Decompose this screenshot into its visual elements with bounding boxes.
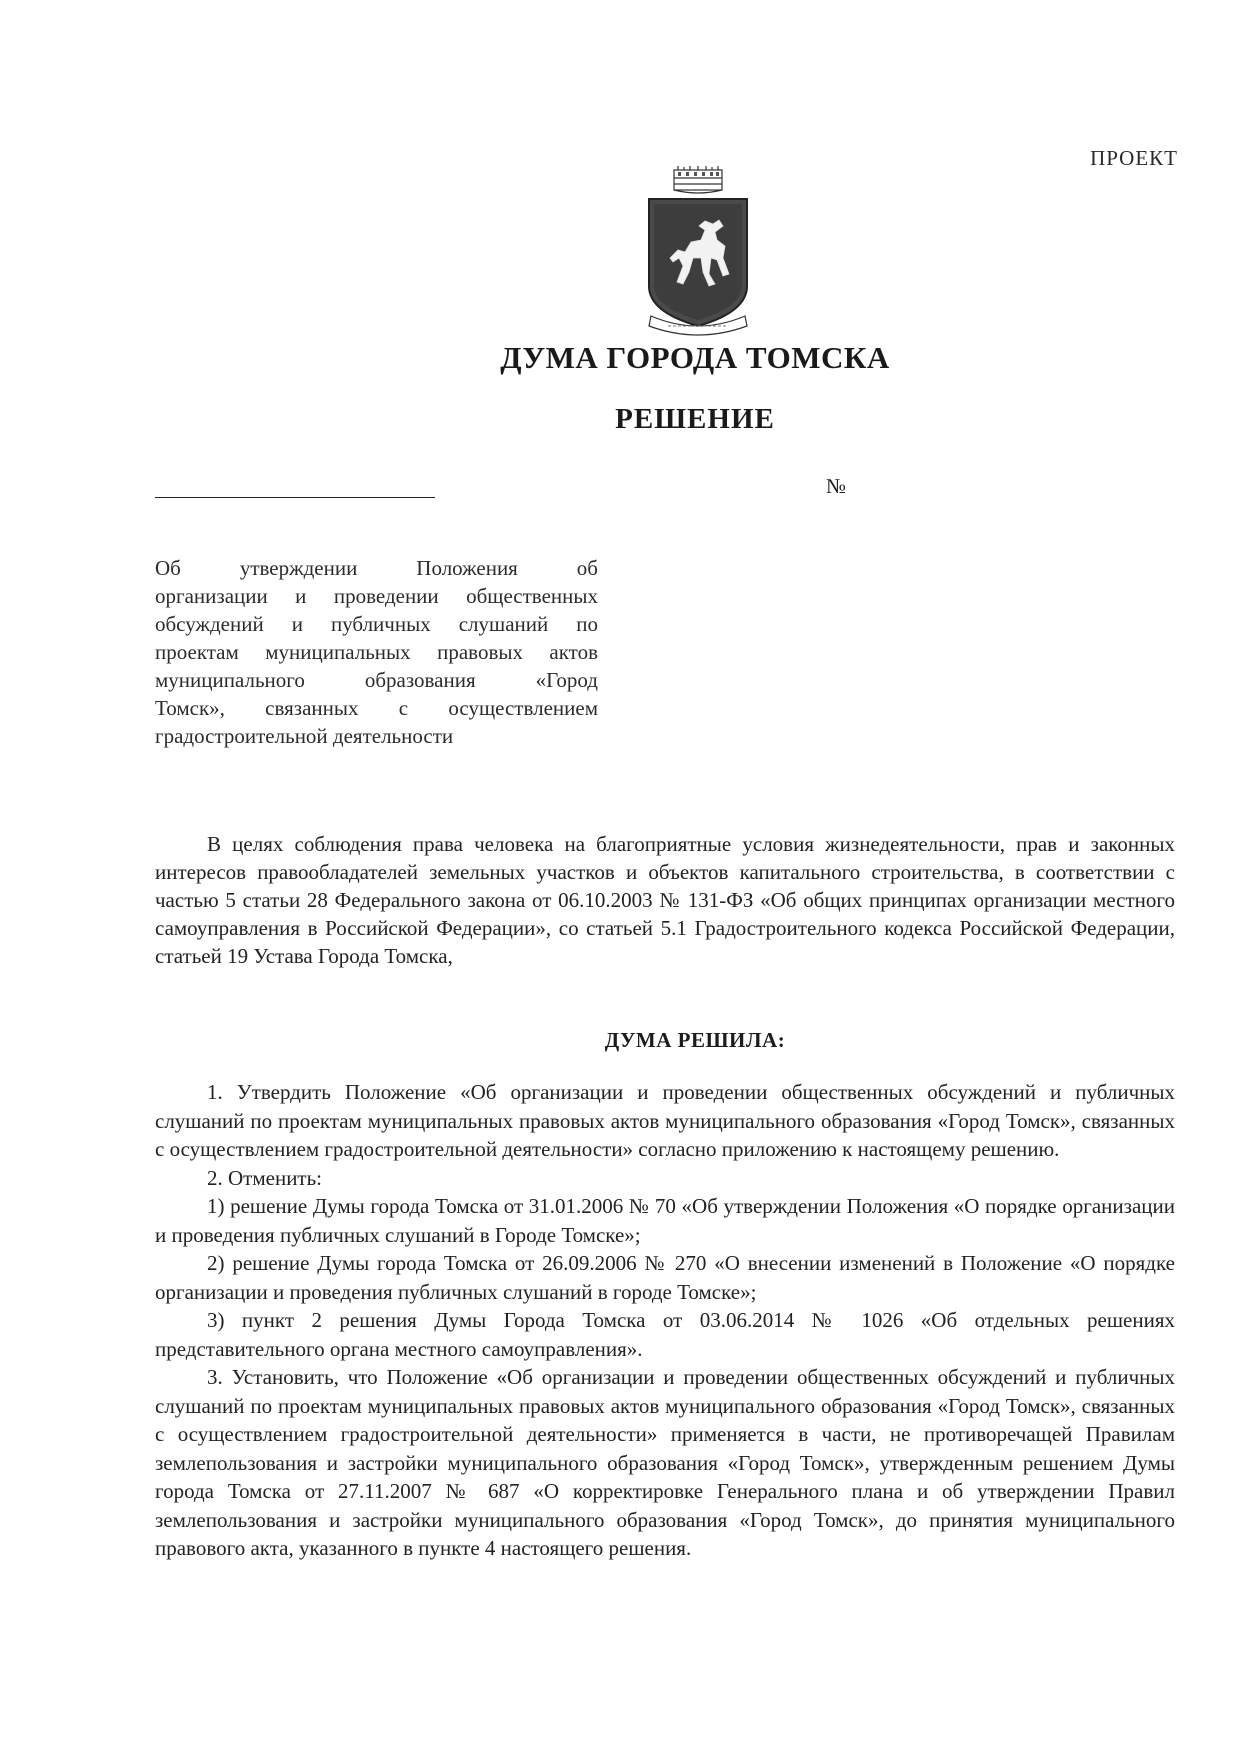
organization-title: ДУМА ГОРОДА ТОМСКА [500, 340, 890, 375]
decision-item: 2. Отменить: [207, 1165, 323, 1190]
subject-line: проектам муниципальных правовых актов [155, 640, 598, 664]
subject-block [155, 554, 598, 750]
decision-items [155, 1078, 1175, 1563]
subject-line: организации и проведении общественных [155, 584, 598, 608]
number-label: № [826, 474, 847, 498]
subject-line: обсуждений и публичных слушаний по [155, 612, 598, 636]
decision-item: 1) решение Думы города Томска от 31.01.2006 № 70 «Об утверждении Положения «О порядке организации и проведения публичных слушаний в Городе Томске»; [155, 1194, 1175, 1247]
tomsk-coat-of-arms-icon [643, 166, 753, 338]
preamble-paragraph: В целях соблюдения права человека на благоприятные условия жизнедеятельности, прав и законных интересов правообладателей земельных участков и объектов капитального строительства, в соответствии с частью 5 статьи 28 Федерального закона от 06.10.2003 № 131-ФЗ «Об общих принципах организации местного самоуправления в Российской Федерации», со статьей 5.1 Градостроительного кодекса Российской Федерации, статьей 19 Устава Города Томска, [155, 832, 1175, 968]
decision-item: 2) решение Думы города Томска от 26.09.2006 № 270 «О внесении изменений в Положение «О порядке организации и проведения публичных слушаний в городе Томске»; [155, 1251, 1175, 1304]
resolved-heading: ДУМА РЕШИЛА: [604, 1028, 786, 1052]
decision-item: 1. Утвердить Положение «Об организации и проведении общественных обсуждений и публичных слушаний по проектам муниципальных правовых актов муниципального образования «Город Томск», связанных с осуществлением градостроительной деятельности» согласно приложению к настоящему решению. [155, 1080, 1175, 1161]
subject-line: Томск», связанных с осуществлением [155, 696, 598, 720]
date-blank-line [155, 497, 435, 498]
subject-line: Об утверждении Положения об [155, 556, 598, 580]
subject-line: муниципального образования «Город [155, 668, 598, 692]
decision-item: 3) пункт 2 решения Думы Города Томска от 03.06.2014 № 1026 «Об отдельных решениях представительного органа местного самоуправления». [155, 1308, 1175, 1361]
draft-label: ПРОЕКТ [1090, 146, 1178, 170]
subject-line: градостроительной деятельности [155, 724, 454, 748]
decision-item: 3. Установить, что Положение «Об организации и проведении общественных обсуждений и публичных слушаний по проектам муниципальных правовых актов муниципального образования «Город Томск», связанных с осуществлением градостроительной деятельности» применяется в части, не противоречащей Правилам землепользования и застройки муниципального образования «Город Томск», утвержденным решением Думы города Томска от 27.11.2007 № 687 «О корректировке Генерального плана и об утверждении Правил землепользования и застройки муниципального образования «Город Томск», до принятия муниципального правового акта, указанного в пункте 4 настоящего решения. [155, 1365, 1175, 1560]
document-type: РЕШЕНИЕ [615, 403, 775, 435]
